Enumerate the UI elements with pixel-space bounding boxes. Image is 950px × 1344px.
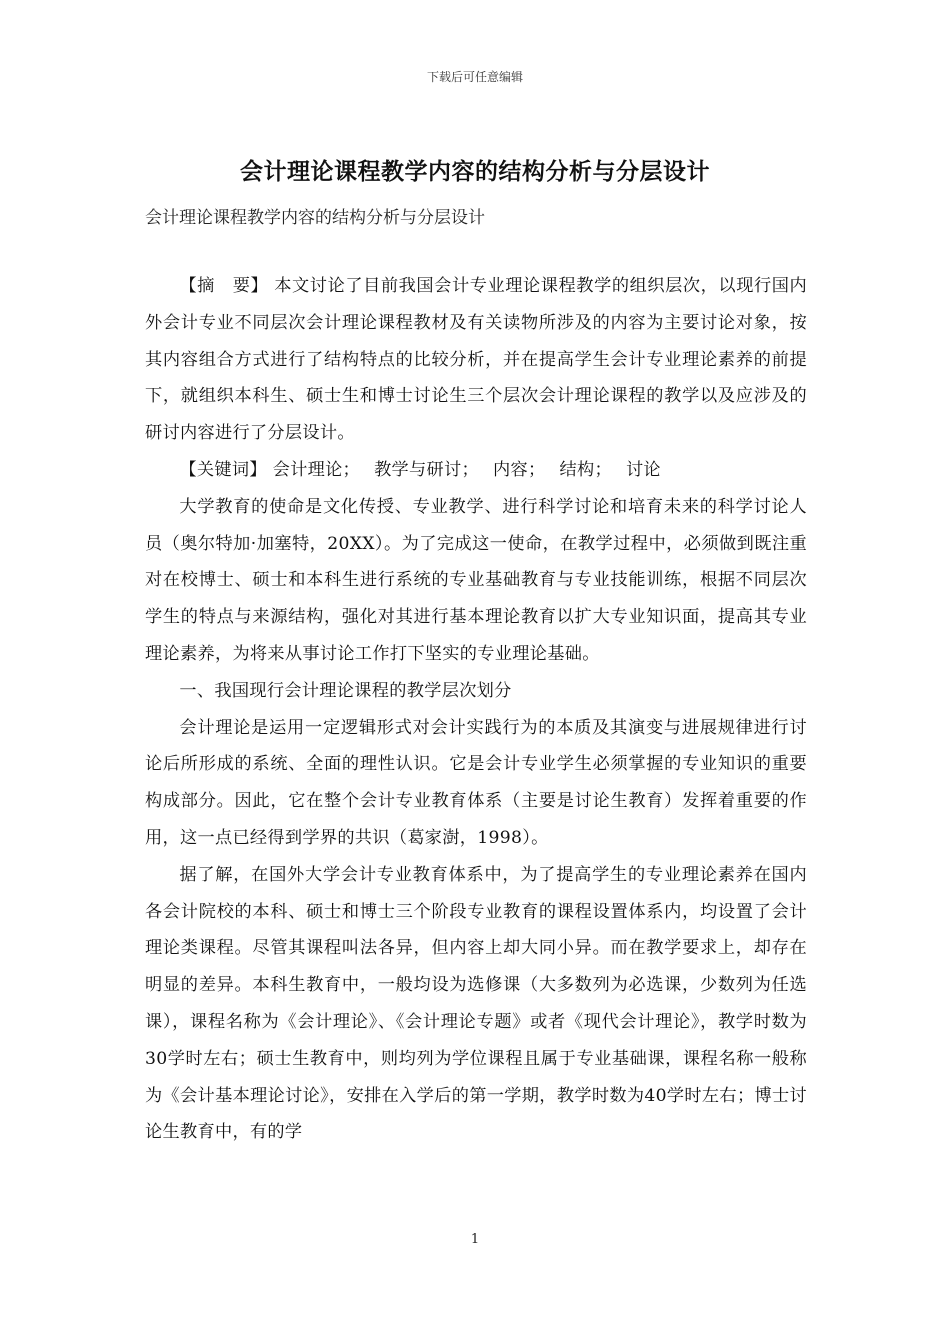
keyword-item: 讨论 [625,459,661,480]
body-paragraph: 会计理论是运用一定逻辑形式对会计实践行为的本质及其演变与进展规律进行讨论后所形成的系统、全面的理性认识。它是会计专业学生必须掌握的专业知识的重要构成部分。因此，它在整个会计专业教育体系（主要是讨论生教育）发挥着重要的作用，这一点已经得到学界的共识（葛家澍，1998）。 [145,717,807,848]
keywords-paragraph [145,452,807,489]
keyword-item: 教学与研讨； [374,459,479,480]
page-header: 下载后可任意编辑 [426,70,523,84]
body-paragraph: 据了解，在国外大学会计专业教育体系中，为了提高学生的专业理论素养在国内各会计院校的本科、硕士和博士三个阶段专业教育的课程设置体系内，均设置了会计理论类课程。尽管其课程叫法各异，但内容上却大同小异。而在教学要求上，却存在明显的差异。本科生教育中，一般均设为选修课（大多数列为必选课，少数列为任选课），课程名称为《会计理论》、《会计理论专题》或者《现代会计理论》，教学时数为30学时左右；硕士生教育中，则均列为学位课程且属于专业基础课，课程名称一般称为《会计基本理论讨论》，安排在入学后的第一学期，教学时数为40学时左右；博士讨论生教育中，有的学 [145,864,807,1143]
keyword-item: 会计理论； [272,459,361,480]
page-number: 1 [470,1232,480,1247]
abstract-paragraph [145,268,807,452]
document-subtitle: 会计理论课程教学内容的结构分析与分层设计 [145,208,485,228]
abstract-text: 本文讨论了目前我国会计专业理论课程教学的组织层次，以现行国内外会计专业不同层次会计理论课程教材及有关读物所涉及的内容为主要讨论对象，按其内容组合方式进行了结构特点的比较分析，并在提高学生会计专业理论素养的前提下，就组织本科生、硕士生和博士讨论生三个层次会计理论课程的教学以及应涉及的研讨内容进行了分层设计。 [145,276,807,444]
body-paragraph: 大学教育的使命是文化传授、专业教学、进行科学讨论和培育未来的科学讨论人员（奥尔特加·加塞特，20XX）。为了完成这一使命，在教学过程中，必须做到既注重对在校博士、硕士和本科生进行系统的专业基础教育与专业技能训练，根据不同层次学生的特点与来源结构，强化对其进行基本理论教育以扩大专业知识面，提高其专业理论素养，为将来从事讨论工作打下坚实的专业理论基础。 [145,496,807,664]
keyword-item: 结构； [559,459,612,480]
keywords-label: 【关键词】 [179,459,267,480]
abstract-label: 【摘 要】 [179,276,269,296]
document-body [145,268,807,1151]
keyword-item: 内容； [493,459,546,480]
section-heading: 一、我国现行会计理论课程的教学层次划分 [179,680,512,701]
document-title: 会计理论课程教学内容的结构分析与分层设计 [240,159,710,185]
